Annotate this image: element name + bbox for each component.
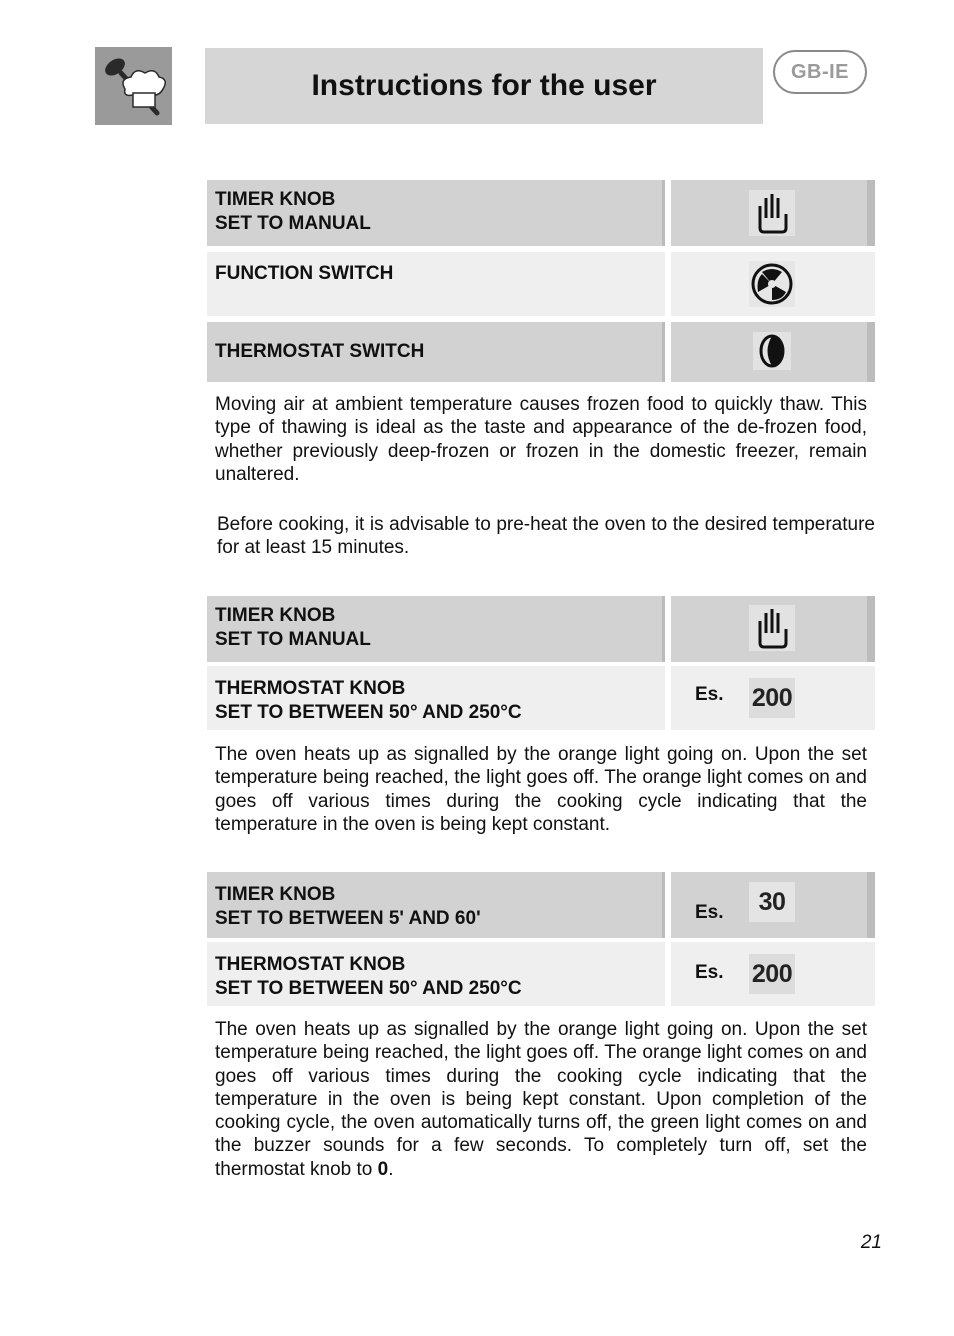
timer-value: 30: [749, 882, 795, 922]
example-label: Es.: [695, 684, 724, 705]
header-bar: [205, 48, 763, 124]
temperature-value: 200: [749, 954, 795, 994]
paragraph-bold: 0: [377, 1158, 389, 1180]
paragraph: The oven heats up as signalled by the orange light going on. Upon the set temperature being reached, the light goes off. The orange light comes on and goes off various times during the cooking cycle indicating that the temperature in the oven is being kept constant.: [215, 744, 867, 835]
row-label: [207, 872, 665, 938]
row-label-line: TIMER KNOB: [215, 884, 336, 905]
paragraph-text: The oven heats up as signalled by the orange light going on. Upon the set temperature being reached, the light goes off. The orange light comes on and goes off various times during the cooking cycle indicating that the temperature in the oven is being kept constant. Upon completion of the cooking cycle, the oven automatically turns off, the green light comes on and the buzzer sounds for a few seconds. To completely turn off, set the thermostat knob to: [215, 1019, 867, 1180]
row-symbol-cell: [671, 180, 875, 246]
row-label-line: SET TO BETWEEN 5' AND 60': [215, 908, 481, 929]
page-number: 21: [860, 1232, 882, 1253]
row-label: [207, 322, 665, 382]
row-label-line: THERMOSTAT KNOB: [215, 954, 406, 975]
row-label-line: TIMER KNOB: [215, 605, 336, 626]
row-label: [207, 252, 665, 316]
thermostat-zero-icon: [753, 332, 791, 370]
row-symbol-cell: [671, 872, 875, 938]
row-symbol-cell: [671, 252, 875, 316]
fan-icon: [749, 261, 795, 307]
hand-icon: [749, 605, 795, 651]
row-label: [207, 180, 665, 246]
row-label-line: FUNCTION SWITCH: [215, 263, 394, 284]
row-label-line: THERMOSTAT SWITCH: [215, 341, 425, 362]
language-badge: GB-IE: [773, 50, 867, 94]
chef-spoon-logo-icon: [95, 47, 172, 125]
row-label-line: SET TO MANUAL: [215, 629, 371, 650]
temperature-value: 200: [749, 678, 795, 718]
paragraph: Before cooking, it is advisable to pre-heat the oven to the desired temperature for at least 15 minutes.: [217, 514, 875, 559]
row-symbol-cell: [671, 666, 875, 730]
row-label-line: THERMOSTAT KNOB: [215, 678, 406, 699]
row-label-line: SET TO BETWEEN 50° AND 250°C: [215, 702, 522, 723]
row-symbol-cell: [671, 942, 875, 1006]
table-row: [207, 322, 875, 382]
table-row: [207, 872, 875, 938]
row-label-line: SET TO BETWEEN 50° AND 250°C: [215, 978, 522, 999]
row-symbol-cell: [671, 322, 875, 382]
paragraph-end: .: [388, 1158, 394, 1180]
table-row: [207, 252, 875, 316]
example-label: Es.: [695, 962, 724, 983]
paragraph: [215, 1018, 867, 1181]
table-row: [207, 180, 875, 246]
row-label: [207, 666, 665, 730]
row-label: [207, 942, 665, 1006]
hand-icon: [749, 190, 795, 236]
row-label-line: TIMER KNOB: [215, 189, 336, 210]
paragraph: Moving air at ambient temperature causes frozen food to quickly thaw. This type of thawing is ideal as the taste and appearance of the de-frozen food, whether previously deep-frozen or frozen in the domestic freezer, remain unaltered.: [215, 394, 867, 485]
row-label-line: SET TO MANUAL: [215, 213, 371, 234]
table-row: [207, 942, 875, 1006]
example-label: Es.: [695, 902, 724, 923]
row-label: [207, 596, 665, 662]
table-row: [207, 596, 875, 662]
table-row: [207, 666, 875, 730]
page-title: Instructions for the user: [311, 69, 657, 102]
row-symbol-cell: [671, 596, 875, 662]
